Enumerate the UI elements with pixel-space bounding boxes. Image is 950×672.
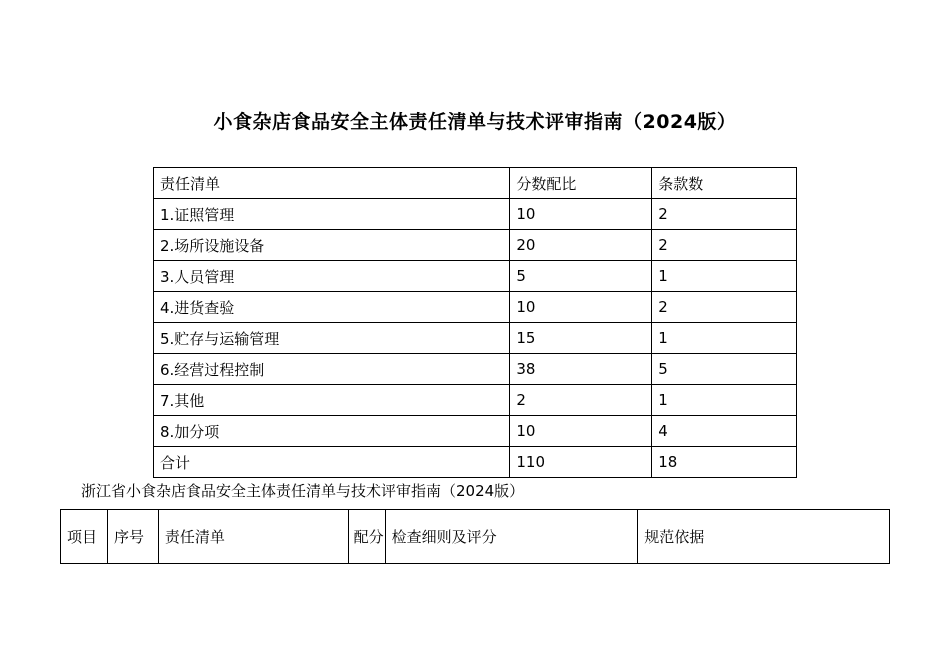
summary-table <box>153 167 797 478</box>
row-count: 5 <box>652 354 797 385</box>
detail-section-title: 浙江省小食杂店食品安全主体责任清单与技术评审指南（2024版） <box>81 482 525 500</box>
row-count: 2 <box>652 292 797 323</box>
table-row <box>154 292 797 323</box>
row-count: 1 <box>652 385 797 416</box>
detail-header-row <box>61 510 890 564</box>
row-score: 10 <box>510 416 652 447</box>
row-item: 6.经营过程控制 <box>154 354 510 385</box>
row-count: 1 <box>652 323 797 354</box>
row-score: 10 <box>510 199 652 230</box>
total-score: 110 <box>510 447 652 478</box>
table-row <box>154 416 797 447</box>
header-responsibility: 责任清单 <box>154 168 510 199</box>
row-score: 38 <box>510 354 652 385</box>
table-row <box>154 199 797 230</box>
header-clause-count: 条款数 <box>652 168 797 199</box>
row-item: 2.场所设施设备 <box>154 230 510 261</box>
total-label: 合计 <box>154 447 510 478</box>
header-regulatory-basis: 规范依据 <box>638 510 890 564</box>
header-project: 项目 <box>61 510 108 564</box>
table-row <box>154 230 797 261</box>
table-row <box>154 354 797 385</box>
row-count: 2 <box>652 199 797 230</box>
table-row <box>154 261 797 292</box>
row-count: 4 <box>652 416 797 447</box>
row-item: 4.进货查验 <box>154 292 510 323</box>
detail-table <box>60 509 890 564</box>
total-row <box>154 447 797 478</box>
table-row <box>154 323 797 354</box>
row-score: 20 <box>510 230 652 261</box>
total-count: 18 <box>652 447 797 478</box>
row-item: 3.人员管理 <box>154 261 510 292</box>
summary-header-row <box>154 168 797 199</box>
header-score-ratio: 分数配比 <box>510 168 652 199</box>
row-item: 5.贮存与运输管理 <box>154 323 510 354</box>
row-score: 15 <box>510 323 652 354</box>
row-score: 10 <box>510 292 652 323</box>
header-allocated-score: 配分 <box>348 510 385 564</box>
header-responsibility-list: 责任清单 <box>158 510 348 564</box>
row-score: 2 <box>510 385 652 416</box>
row-item: 1.证照管理 <box>154 199 510 230</box>
header-serial-number: 序号 <box>107 510 158 564</box>
row-count: 1 <box>652 261 797 292</box>
row-score: 5 <box>510 261 652 292</box>
document-title: 小食杂店食品安全主体责任清单与技术评审指南（2024版） <box>213 111 737 133</box>
table-row <box>154 385 797 416</box>
header-inspection-rules: 检查细则及评分 <box>385 510 638 564</box>
row-item: 7.其他 <box>154 385 510 416</box>
row-count: 2 <box>652 230 797 261</box>
row-item: 8.加分项 <box>154 416 510 447</box>
